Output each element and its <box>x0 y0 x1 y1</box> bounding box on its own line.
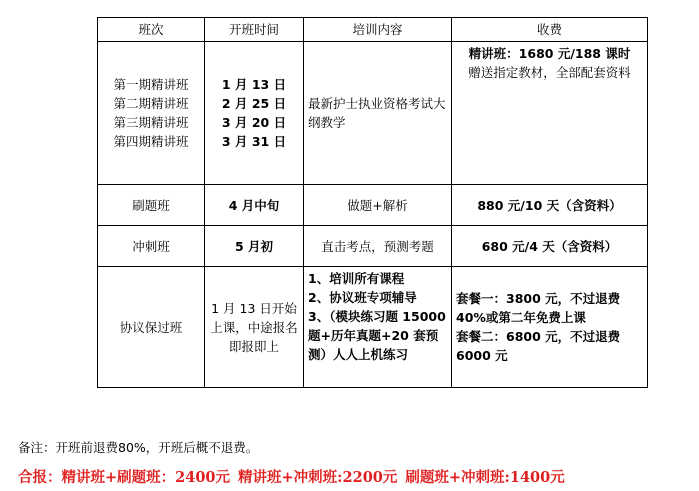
start-date: 2 月 25 日 <box>221 96 287 111</box>
header-fee: 收费 <box>452 18 648 42</box>
class-name: 协议保过班 <box>98 267 205 388</box>
content-line: 3、（模块练习题 15000 题+历年真题+20 套预测）人人上机练习 <box>308 309 446 362</box>
content-cell: 做题+解析 <box>304 185 452 226</box>
combo-item: 精讲班+冲刺班:2200元 <box>238 469 398 486</box>
combo-item: 刷题班+冲刺班:1400元 <box>405 469 565 486</box>
table-row <box>98 185 648 226</box>
content-line: 2、协议班专项辅导 <box>308 290 417 305</box>
class-cell <box>98 42 205 185</box>
combo-item: 精讲班+刷题班：2400元 <box>61 469 231 486</box>
fee-cell: 680 元/4 天（含资料） <box>452 226 648 267</box>
start-date: 3 月 20 日 <box>221 115 287 130</box>
table-row <box>98 42 648 185</box>
class-name: 第二期精讲班 <box>113 96 189 111</box>
class-name: 第一期精讲班 <box>113 77 189 92</box>
combo-label: 合报： <box>18 469 62 486</box>
course-schedule-table <box>97 17 648 388</box>
start-date: 4 月中旬 <box>205 185 304 226</box>
fee-cell <box>452 267 648 388</box>
class-name: 第四期精讲班 <box>113 134 189 149</box>
fee-package: 套餐二：6800 元，不过退费 6000 元 <box>456 329 621 363</box>
date-cell <box>205 42 304 185</box>
table-header-row <box>98 18 648 42</box>
content-cell: 最新护士执业资格考试大纲教学 <box>304 42 452 185</box>
content-cell: 直击考点，预测考题 <box>304 226 452 267</box>
start-date: 3 月 31 日 <box>221 134 287 149</box>
table-row <box>98 267 648 388</box>
start-date: 1 月 13 日开始上课，中途报名即报即上 <box>205 267 304 388</box>
start-date: 1 月 13 日 <box>221 77 287 92</box>
header-start-date: 开班时间 <box>205 18 304 42</box>
header-content: 培训内容 <box>304 18 452 42</box>
class-name: 刷题班 <box>98 185 205 226</box>
table-row <box>98 226 648 267</box>
fee-cell <box>452 42 648 185</box>
class-name: 第三期精讲班 <box>113 115 189 130</box>
combo-price-line <box>18 466 573 487</box>
class-name: 冲刺班 <box>98 226 205 267</box>
fee-text: 精讲班：1680 元/188 课时 <box>468 46 631 61</box>
content-cell <box>304 267 452 388</box>
refund-note: 备注：开班前退费80%，开班后概不退费。 <box>18 440 259 455</box>
fee-note: 赠送指定教材，全部配套资料 <box>468 65 631 80</box>
header-class: 班次 <box>98 18 205 42</box>
fee-package: 套餐一：3800 元，不过退费 40%或第二年免费上课 <box>456 291 621 325</box>
start-date: 5 月初 <box>205 226 304 267</box>
fee-cell: 880 元/10 天（含资料） <box>452 185 648 226</box>
content-line: 1、培训所有课程 <box>308 271 405 286</box>
